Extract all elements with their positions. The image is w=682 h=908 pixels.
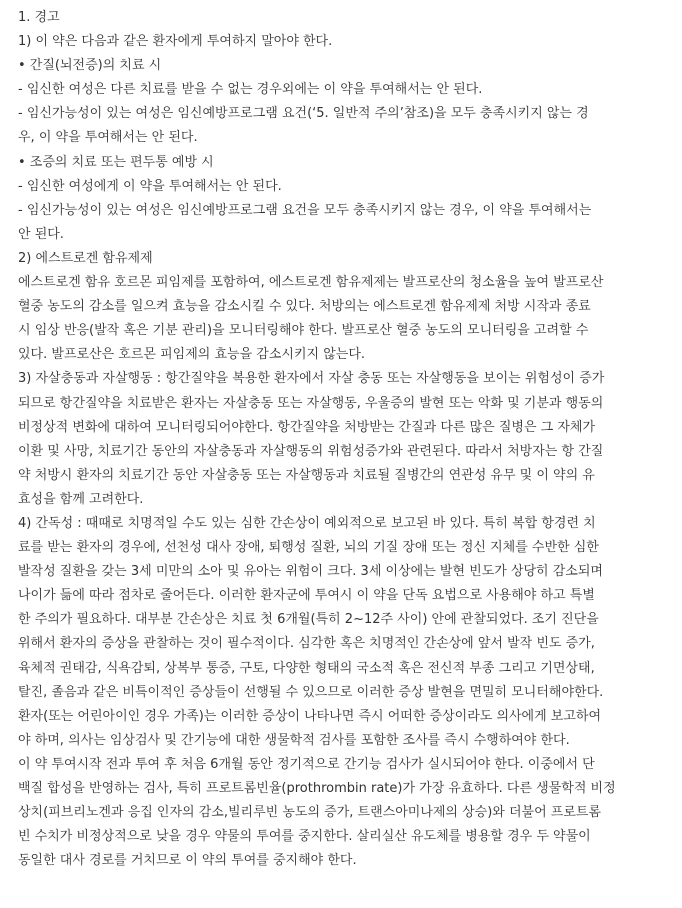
dash-item: - 임신한 여성은 다른 치료를 받을 수 없는 경우외에는 이 약을 투여해서는 안 된다. (18, 82, 483, 98)
text-line: 이 약 투여시작 전과 투여 후 처음 6개월 동안 정기적으로 간기능 검사가 실시되어야 한다. 이중에서 단 (18, 756, 595, 772)
text-line: 안 된다. (18, 226, 64, 242)
text-line: 백질 합성을 반영하는 검사, 특히 프로트롬빈율(prothrombin rate)가 가장 유효하다. 다른 생물학적 비정 (18, 781, 616, 796)
text-line: 이환 및 사망, 치료기간 동안의 자살충동과 자살행동의 위험성증가와 관련된다. 따라서 처방자는 항 간질 (18, 443, 604, 459)
text-line: 육체적 권태감, 식욕감퇴, 상복부 통증, 구토, 다양한 형태의 국소적 혹은 전신적 부종 그리고 기면상태, (18, 660, 595, 676)
text-line: 한 주의가 필요하다. 대부분 간손상은 치료 첫 6개월(특히 2~12주 사이) 안에 관찰되었다. 조기 진단을 (18, 612, 599, 628)
text-line: 료를 받는 환자의 경우에, 선천성 대사 장애, 퇴행성 질환, 뇌의 기질 장애 또는 정신 지체를 수반한 심한 (18, 540, 599, 556)
text-line: 비정상적 변화에 대하여 모니터링되어야한다. 항간질약을 처방받는 간질과 다른 많은 질병은 그 자체가 (18, 419, 596, 435)
text-line: 나이가 듦에 따라 점차로 줄어든다. 이러한 환자군에 투여시 이 약을 단독 요법으로 사용해야 하고 특별 (18, 588, 595, 604)
dash-item: - 임신가능성이 있는 여성은 임신예방프로그램 요건을 모두 충족시키지 않는 경우, 이 약을 투여해서는 (18, 202, 592, 218)
text-line: 약 처방시 환자의 치료기간 동안 자살충동 또는 자살행동과 치료될 질병간의 연관성 유무 및 이 약의 유 (18, 467, 595, 483)
text-line: 위해서 환자의 증상을 관찰하는 것이 필수적이다. 심각한 혹은 치명적인 간손상에 앞서 발작 빈도 증가, (18, 636, 595, 652)
dash-item: - 임신가능성이 있는 여성은 임신예방프로그램 요건(‘5. 일반적 주의’참조)을 모두 충족시키지 않는 경 (18, 106, 589, 122)
text-line: 되므로 항간질약을 치료받은 환자는 자살충동 또는 자살행동, 우울증의 발현 또는 악화 및 기분과 행동의 (18, 395, 604, 411)
text-line: 효성을 함께 고려한다. (18, 491, 144, 507)
text-line: 상치(피브리노겐과 응집 인자의 감소,빌리루빈 농도의 증가, 트랜스아미나제의 상승)와 더불어 프로트롬 (18, 805, 602, 821)
text-line: 빈 수치가 비정상적으로 낮을 경우 약물의 투여를 중지한다. 살리실산 유도체를 병용할 경우 두 약물이 (18, 829, 591, 845)
subsection-heading: 3) 자살충동과 자살행동 : 항간질약을 복용한 환자에서 자살 충동 또는 자살행동을 보이는 위험성이 증가 (18, 371, 605, 387)
text-line: 야 하며, 의사는 임상검사 및 간기능에 대한 생물학적 검사를 포함한 조사를 즉시 수행하여야 한다. (18, 732, 570, 748)
text-line: 탈진, 졸음과 같은 비특이적인 증상들이 선행될 수 있으므로 이러한 증상 발현을 면밀히 모니터해야한다. (18, 684, 604, 700)
subsection-heading: 4) 간독성 : 때때로 치명적일 수도 있는 심한 간손상이 예외적으로 보고된 바 있다. 특히 복합 항경련 치 (18, 515, 596, 531)
text-line: 우, 이 약을 투여해서는 안 된다. (18, 130, 198, 146)
text-line: 발작성 질환을 갖는 3세 미만의 소아 및 유아는 위험이 크다. 3세 이상에는 발현 빈도가 상당히 감소되며 (18, 564, 603, 580)
text-line: 혈중 농도의 감소를 일으켜 효능을 감소시킬 수 있다. 처방의는 에스트로겐 함유제제 처방 시작과 종료 (18, 299, 591, 315)
text-line: 있다. 발프로산은 호르몬 피임제의 효능을 감소시키지 않는다. (18, 347, 366, 363)
subsection-heading: 2) 에스트로겐 함유제제 (18, 250, 153, 266)
text-line: 시 임상 반응(발작 혹은 기분 관리)을 모니터링해야 한다. 발프로산 혈중 농도의 모니터링을 고려할 수 (18, 323, 589, 339)
bullet-item: • 조증의 치료 또는 편두통 예방 시 (18, 154, 214, 170)
bullet-item: • 간질(뇌전증)의 치료 시 (18, 58, 162, 74)
text-line: 에스트로겐 함유 호르몬 피임제를 포함하여, 에스트로겐 함유제제는 발프로산의 청소율을 높여 발프로산 (18, 275, 604, 291)
section-heading: 1. 경고 (18, 10, 60, 25)
text-line: 환자(또는 어린아이인 경우 가족)는 이러한 증상이 나타나면 즉시 어떠한 증상이라도 의사에게 보고하여 (18, 708, 602, 724)
dash-item: - 임신한 여성에게 이 약을 투여해서는 안 된다. (18, 178, 282, 194)
text-line: 동일한 대사 경로를 거치므로 이 약의 투여를 중지해야 한다. (18, 853, 357, 869)
subsection-heading: 1) 이 약은 다음과 같은 환자에게 투여하지 말아야 한다. (18, 34, 333, 50)
